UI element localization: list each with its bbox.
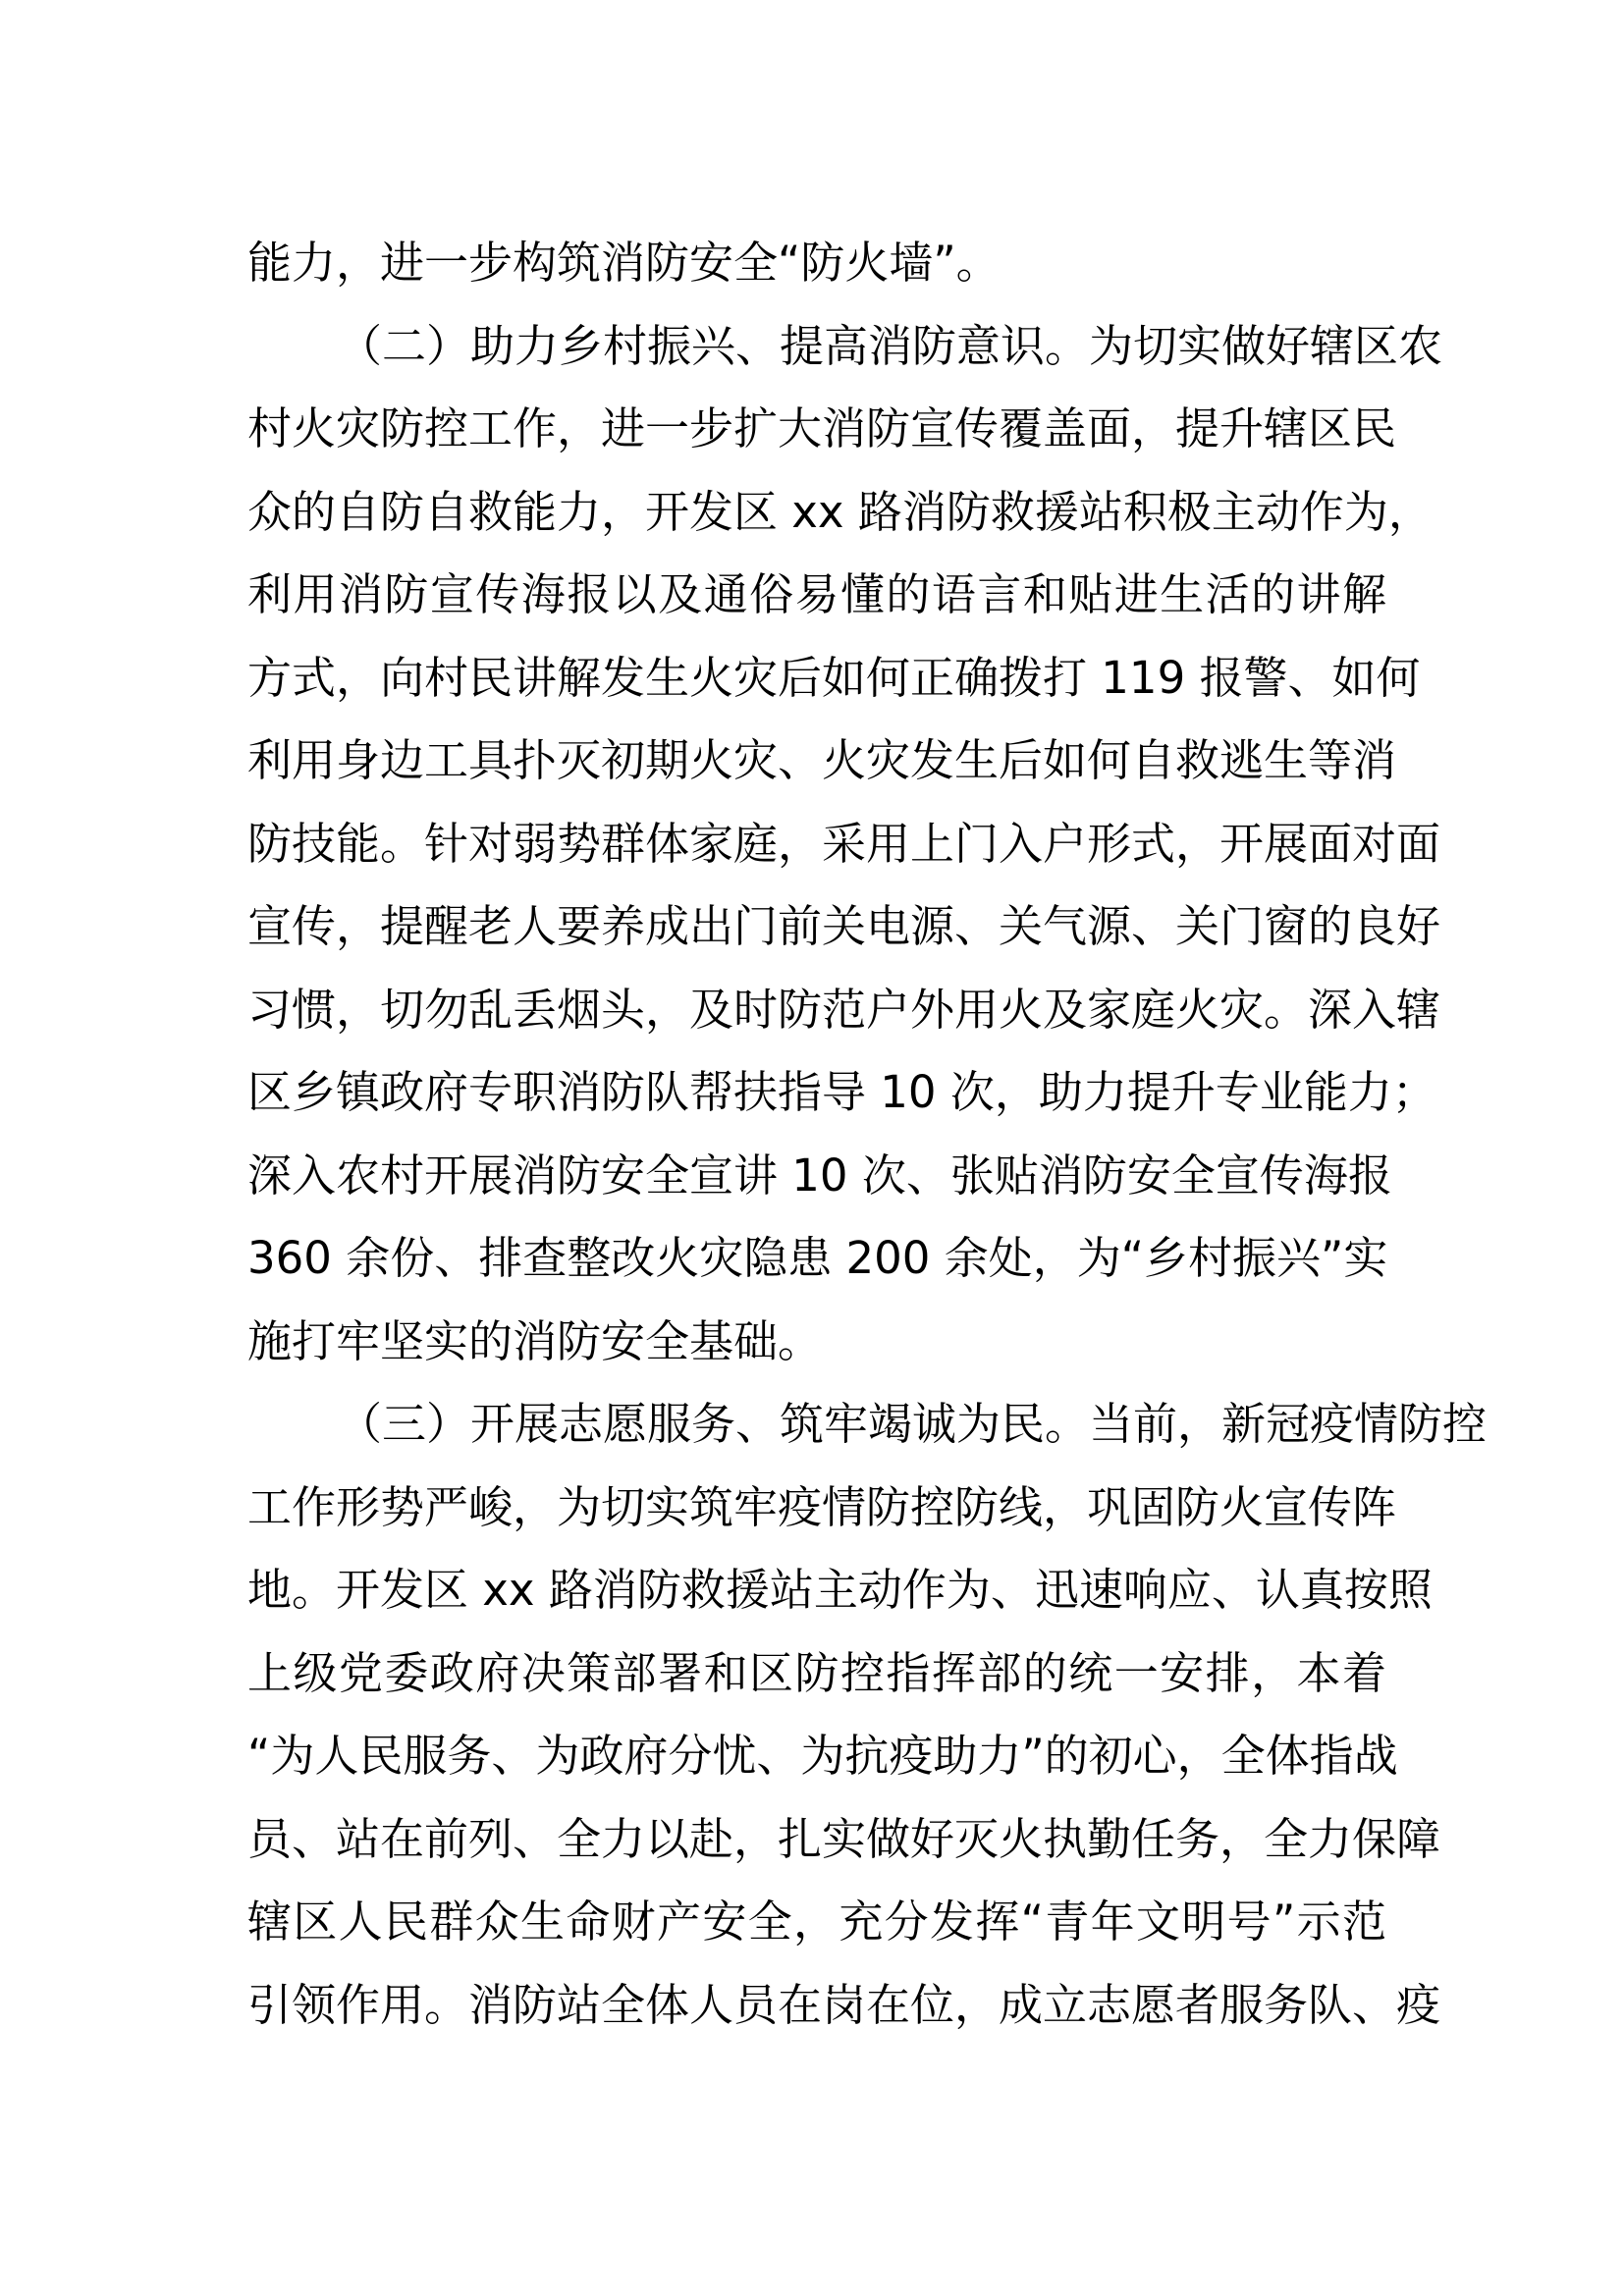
paragraph-line: 引领作用。消防站全体人员在岗在位，成立志愿者服务队、疫 — [247, 1978, 1441, 2031]
paragraph-line: 防技能。针对弱势群体家庭，采用上门入户形式，开展面对面 — [247, 817, 1441, 870]
body-text — [247, 222, 1488, 2047]
paragraph-line: 利用身边工具扑灭初期火灾、火灾发生后如何自救逃生等消 — [247, 734, 1397, 786]
paragraph-line: 宣传，提醒老人要养成出门前关电源、关气源、关门窗的良好 — [247, 900, 1441, 952]
paragraph-line: 利用消防宣传海报以及通俗易懂的语言和贴进生活的讲解 — [247, 568, 1386, 620]
paragraph-line: 工作形势严峻，为切实筑牢疫情防控防线，巩固防火宣传阵 — [247, 1480, 1397, 1533]
paragraph-line: （三）开展志愿服务、筑牢竭诚为民。当前，新冠疫情防控 — [338, 1398, 1488, 1450]
paragraph-line: 360 余份、排查整改火灾隐患 200 余处，为“乡村振兴”实 — [247, 1232, 1388, 1284]
paragraph-line: 众的自防自救能力，开发区 xx 路消防救援站积极主动作为， — [247, 485, 1433, 538]
paragraph-line: 地。开发区 xx 路消防救援站主动作为、迅速响应、认真按照 — [247, 1564, 1433, 1616]
paragraph-line: “为人民服务、为政府分忧、为抗疫助力”的初心，全体指战 — [247, 1730, 1398, 1782]
paragraph-line: 方式，向村民讲解发生火灾后如何正确拨打 119 报警、如何 — [247, 651, 1421, 704]
paragraph-line: 区乡镇政府专职消防队帮扶指导 10 次，助力提升专业能力； — [247, 1066, 1436, 1118]
paragraph-line: 能力，进一步构筑消防安全“防火墙”。 — [247, 237, 1001, 289]
paragraph-line: 习惯，切勿乱丢烟头，及时防范户外用火及家庭火灾。深入辖 — [247, 983, 1441, 1036]
paragraph-line: 员、站在前列、全力以赴，扎实做好灭火执勤任务，全力保障 — [247, 1812, 1441, 1865]
paragraph-line: 上级党委政府决策部署和区防控指挥部的统一安排，本着 — [247, 1646, 1386, 1699]
paragraph-line: 施打牢坚实的消防安全基础。 — [247, 1314, 823, 1367]
paragraph-line: 深入农村开展消防安全宣讲 10 次、张贴消防安全宣传海报 — [247, 1148, 1392, 1201]
paragraph-line: （二）助力乡村振兴、提高消防意识。为切实做好辖区农 — [338, 319, 1443, 372]
paragraph-line: 村火灾防控工作，进一步扩大消防宣传覆盖面，提升辖区民 — [247, 402, 1397, 454]
paragraph-line: 辖区人民群众生命财产安全，充分发挥“青年文明号”示范 — [247, 1896, 1386, 1948]
